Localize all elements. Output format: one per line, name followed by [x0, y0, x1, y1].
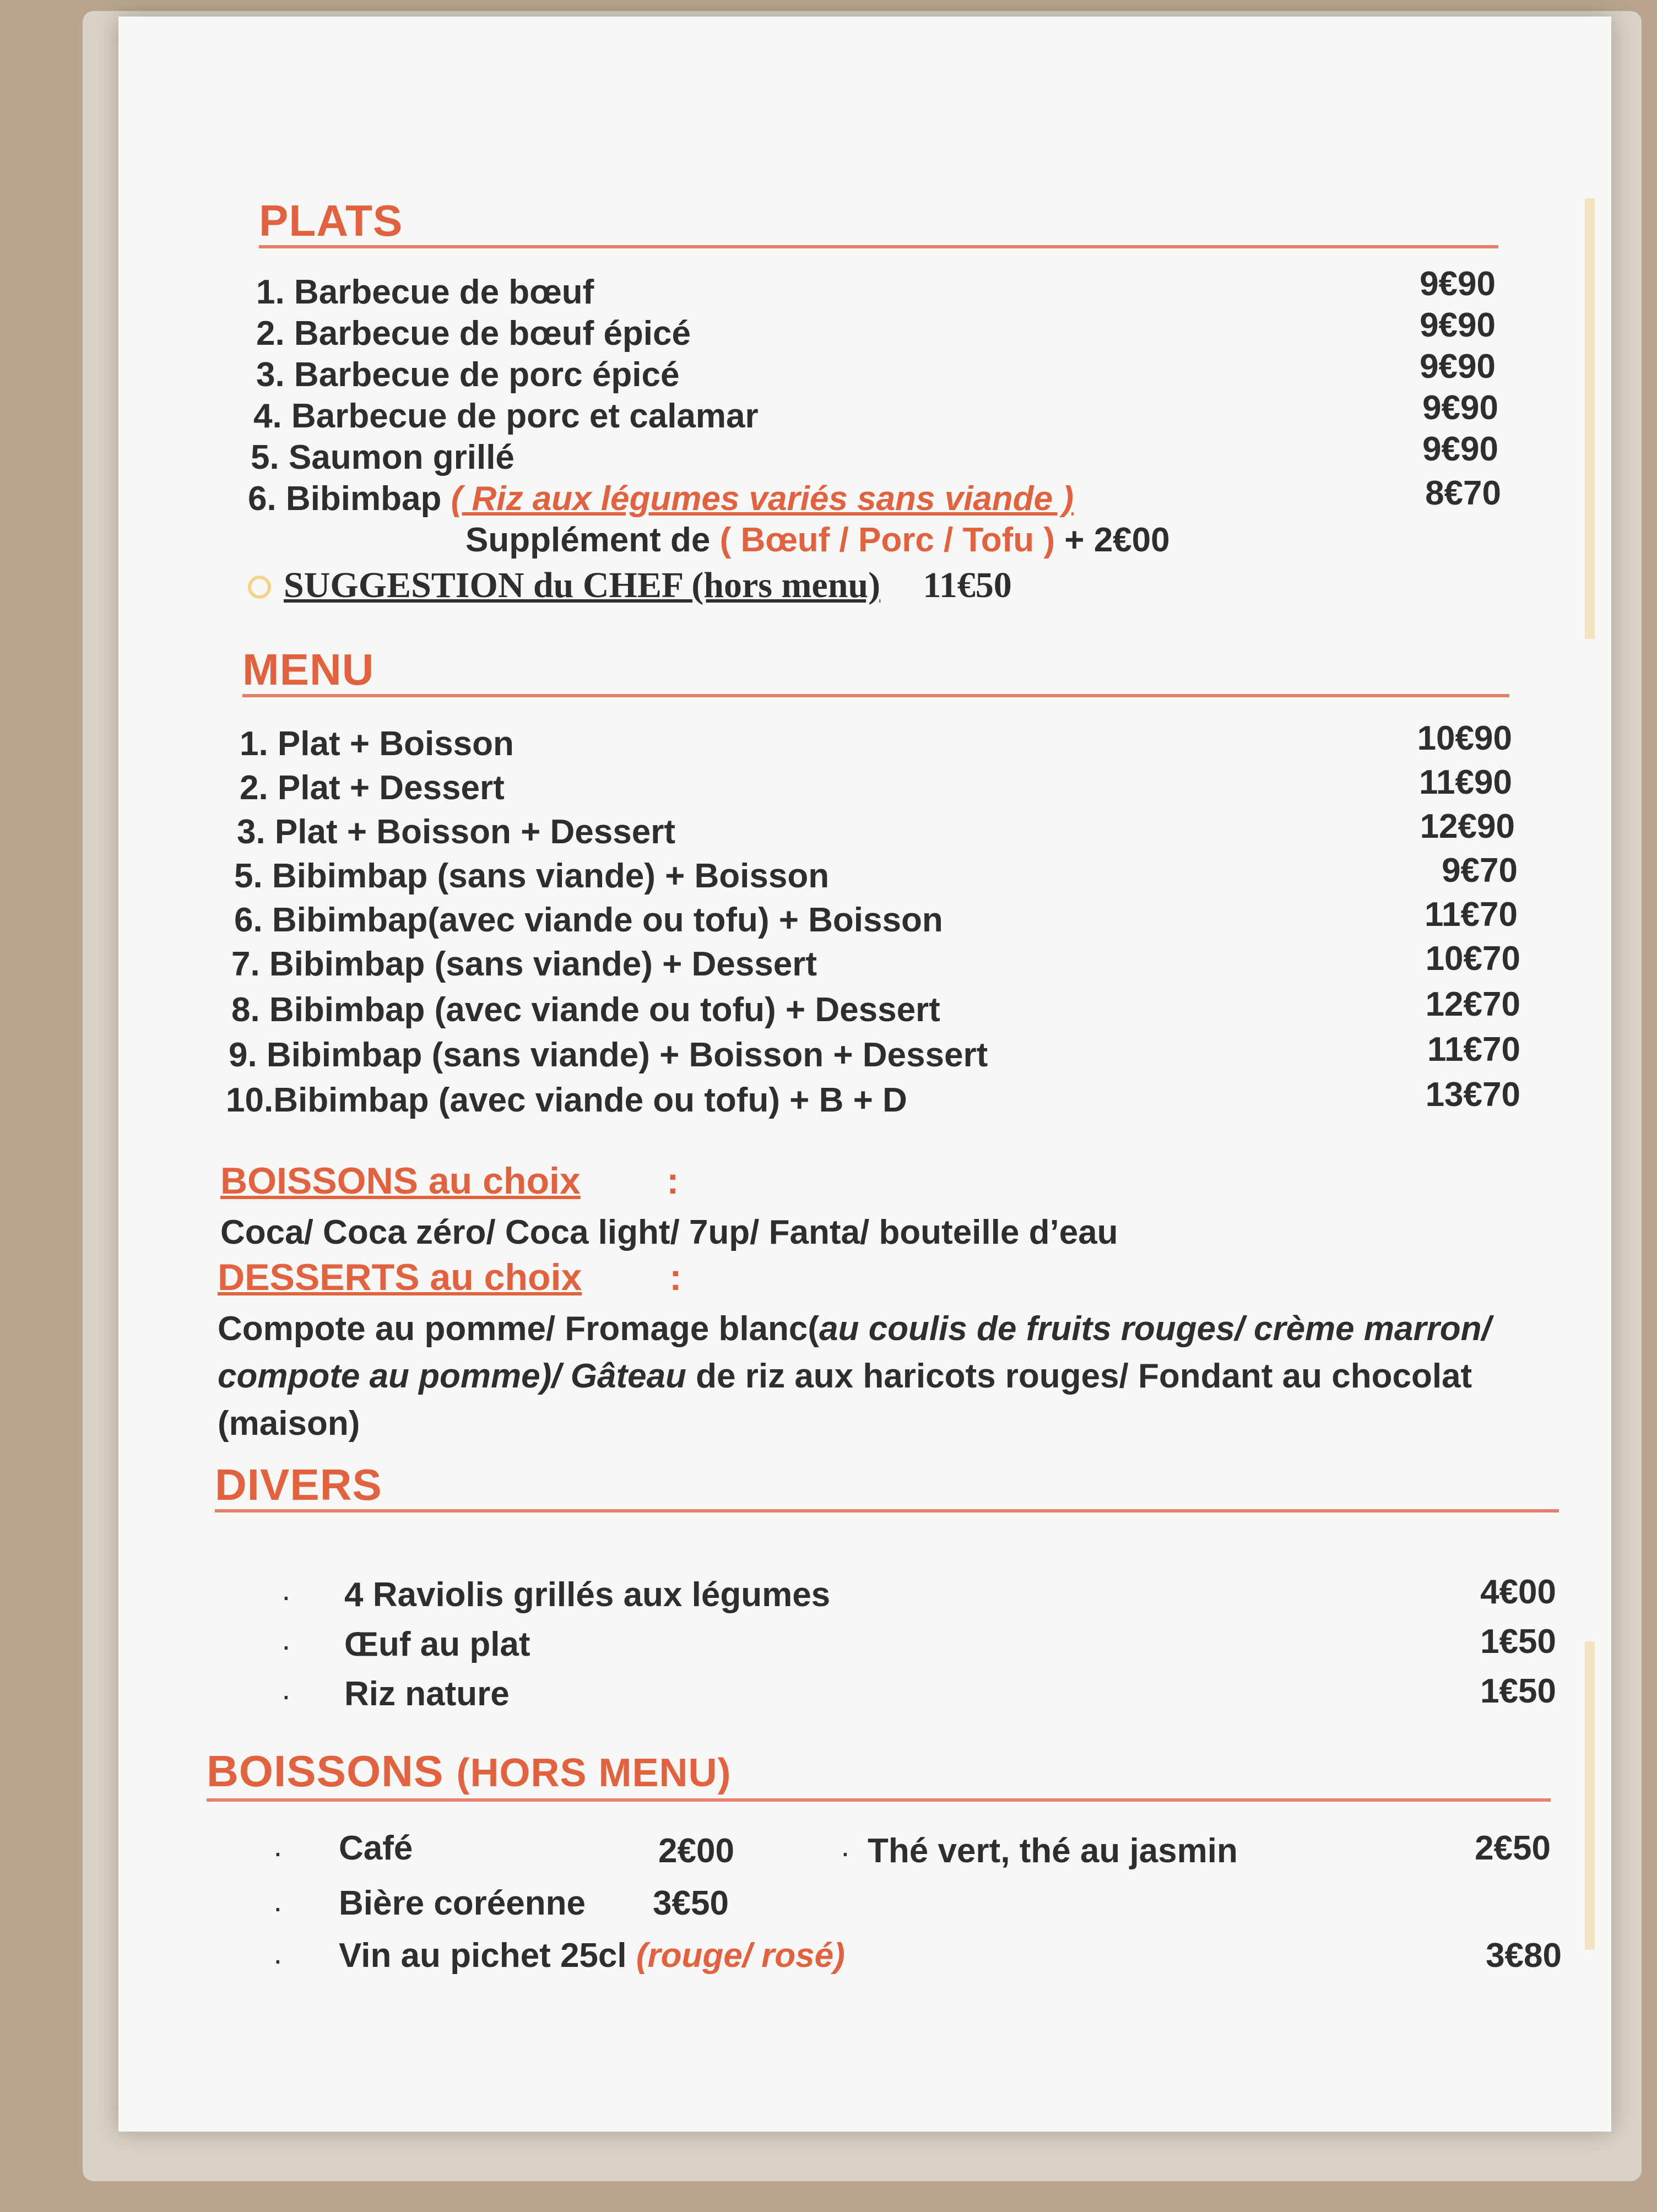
boissons-hors-title: BOISSONS	[207, 1747, 444, 1796]
vin-note: (rouge/ rosé)	[636, 1937, 845, 1975]
divers-rule	[215, 1509, 1559, 1512]
edge-strip	[1585, 1641, 1595, 1950]
menu-heading: MENU	[242, 645, 375, 694]
plat-price-6: 8€70	[1425, 474, 1501, 512]
boissons-hors-subtitle: (HORS MENU)	[456, 1751, 732, 1795]
desserts-choix-heading	[218, 1256, 582, 1299]
divers-heading: DIVERS	[215, 1460, 382, 1509]
sun-icon	[248, 576, 271, 599]
supplement-options: ( Bœuf / Porc / Tofu )	[719, 521, 1055, 559]
plat-price-4: 9€90	[1422, 389, 1498, 427]
menu-item-6: 6. Bibimbap(avec viande ou tofu) + Boisson	[234, 901, 943, 939]
menu-item-10: 10.Bibimbap (avec viande ou tofu) + B + D	[226, 1081, 907, 1119]
menu-rule	[242, 694, 1509, 697]
menu-page	[118, 17, 1611, 2132]
bullet: ·	[273, 1890, 283, 1924]
divers-price-2: 1€50	[1480, 1623, 1556, 1661]
desserts-choix-colon: :	[669, 1256, 682, 1298]
plat-item-4: 4. Barbecue de porc et calamar	[253, 397, 759, 435]
bullet: ·	[840, 1835, 851, 1869]
menu-item-9: 9. Bibimbap (sans viande) + Boisson + Dessert	[229, 1036, 988, 1074]
plat-item-5: 5. Saumon grillé	[251, 438, 515, 476]
boissons-choix-colon: :	[667, 1160, 679, 1202]
boissons-choix-text: Coca/ Coca zéro/ Coca light/ 7up/ Fanta/ bouteille d’eau	[220, 1213, 1118, 1251]
divers-item-1: 4 Raviolis grillés aux légumes	[344, 1576, 831, 1614]
divers-price-3: 1€50	[1480, 1672, 1556, 1710]
menu-price-1: 10€90	[1417, 719, 1512, 757]
menu-item-8: 8. Bibimbap (avec viande ou tofu) + Dessert	[231, 991, 940, 1029]
plat-item-1: 1. Barbecue de bœuf	[256, 273, 594, 311]
desserts-choix-title: DESSERTS au choix	[218, 1256, 582, 1298]
supplement-line	[465, 521, 1170, 560]
bibimbap-label: 6. Bibimbap	[248, 480, 442, 518]
cafe-price: 2€00	[658, 1832, 734, 1870]
chef-suggestion	[284, 565, 1012, 606]
boissons-choix-heading	[220, 1159, 581, 1202]
menu-price-8: 12€70	[1425, 985, 1520, 1023]
menu-price-6: 11€70	[1425, 896, 1518, 934]
divers-item-2: Œuf au plat	[344, 1625, 530, 1663]
biere-price: 3€50	[653, 1884, 729, 1922]
menu-price-10: 13€70	[1425, 1076, 1520, 1114]
supplement-price: + 2€00	[1064, 521, 1170, 559]
desserts-text-c: de riz aux haricots rouges/ Fondant au chocolat (maison)	[218, 1357, 1472, 1443]
boissons-choix-title: BOISSONS au choix	[220, 1160, 581, 1202]
plat-price-5: 9€90	[1422, 430, 1498, 468]
desserts-text-a: Compote au pomme/ Fromage blanc(	[218, 1310, 820, 1348]
boissons-hors-rule	[207, 1798, 1551, 1802]
chef-suggestion-price: 11€50	[923, 565, 1012, 605]
supplement-prefix: Supplément de	[465, 521, 711, 559]
divers-price-1: 4€00	[1480, 1573, 1556, 1611]
plat-item-2: 2. Barbecue de bœuf épicé	[256, 315, 691, 353]
menu-item-5: 5. Bibimbap (sans viande) + Boisson	[234, 857, 830, 895]
cafe-label: Café	[339, 1829, 413, 1867]
vin-label: Vin au pichet 25cl	[339, 1937, 627, 1975]
bibimbap-note: ( Riz aux légumes variés sans viande )	[451, 480, 1074, 518]
plat-price-2: 9€90	[1420, 306, 1496, 344]
bullet: ·	[281, 1678, 291, 1712]
menu-price-5: 9€70	[1442, 852, 1518, 890]
menu-item-3: 3. Plat + Boisson + Dessert	[237, 813, 676, 851]
biere-label: Bière coréenne	[339, 1884, 586, 1922]
bullet: ·	[273, 1942, 283, 1977]
vin-line	[339, 1936, 845, 1975]
the-price: 2€50	[1475, 1829, 1551, 1867]
menu-price-7: 10€70	[1425, 940, 1520, 978]
edge-strip	[1585, 198, 1595, 639]
divers-item-3: Riz nature	[344, 1675, 510, 1713]
chef-suggestion-label: SUGGESTION du CHEF (hors menu)	[284, 565, 881, 605]
menu-item-7: 7. Bibimbap (sans viande) + Dessert	[231, 945, 817, 983]
desserts-choix-text	[218, 1305, 1512, 1447]
plat-item-6	[248, 479, 1074, 518]
menu-price-2: 11€90	[1419, 763, 1512, 801]
menu-price-3: 12€90	[1420, 807, 1515, 845]
menu-item-2: 2. Plat + Dessert	[240, 769, 505, 807]
menu-item-1: 1. Plat + Boisson	[240, 725, 514, 763]
desserts-text-b: au coulis de fruits rouges/ crème marron/ compote au pomme)/ Gâteau	[218, 1310, 1491, 1395]
the-label: Thé vert, thé au jasmin	[868, 1832, 1238, 1870]
plat-item-3: 3. Barbecue de porc épicé	[256, 356, 680, 394]
menu-price-9: 11€70	[1427, 1031, 1520, 1069]
plat-price-3: 9€90	[1420, 348, 1496, 386]
plats-heading: PLATS	[259, 196, 403, 245]
plats-rule	[259, 245, 1498, 248]
vin-price: 3€80	[1486, 1937, 1562, 1975]
plat-price-1: 9€90	[1420, 265, 1496, 303]
bullet: ·	[281, 1579, 291, 1613]
bullet: ·	[273, 1835, 283, 1869]
boissons-hors-heading	[207, 1746, 732, 1797]
bullet: ·	[281, 1628, 291, 1663]
